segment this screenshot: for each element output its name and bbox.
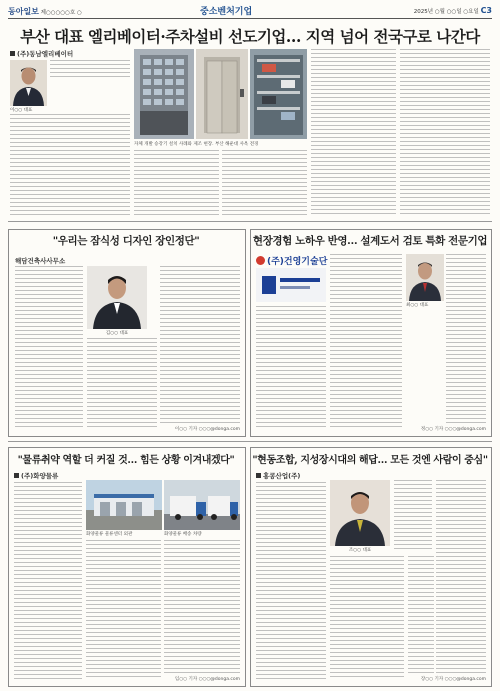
story1-photo-caption: 자체 개발 승강기 설치 사례와 제조 현장. 부산 해운대 사옥 전경 [134, 142, 259, 147]
story2-portrait [87, 266, 147, 329]
story4-col3 [164, 540, 240, 674]
story5-portrait-caption: 조○○ 대표 [348, 548, 372, 553]
story3-col1 [256, 306, 326, 430]
story1-company-label: (주)동남엘리베이터 [17, 50, 74, 58]
page-number: C3 [480, 6, 492, 15]
story1-photo-building [134, 49, 194, 139]
story1-col2b [222, 150, 307, 215]
story5-portrait [330, 480, 390, 546]
story3-headline: 현장경험 노하우 반영… 설계도서 검토 특화 전문기업 [252, 235, 488, 247]
story1-col4 [400, 49, 490, 215]
story1-lede-col1 [50, 60, 130, 80]
story5-col1 [256, 482, 326, 680]
story1-company [10, 49, 73, 58]
bullet-square-icon [256, 473, 261, 478]
story2-portrait-caption: 김○○ 대표 [105, 331, 129, 336]
story4-photo-caption-2: 화양물류 배송 차량 [164, 532, 202, 537]
paper-name: 동아일보 [8, 6, 39, 16]
story4-photo-caption-1: 화양물류 물류센터 외관 [86, 532, 133, 537]
story5-col3a [408, 556, 434, 674]
story2-col2 [87, 338, 157, 430]
story5-col3 [436, 480, 486, 674]
story1-col1 [10, 114, 130, 215]
story1-col3 [311, 49, 396, 215]
story2-col1 [15, 266, 83, 430]
story4-photo-trucks [164, 480, 240, 530]
masthead-rule [8, 18, 492, 19]
story1-divider [8, 221, 492, 222]
issue-date: 2025년 ○월 ○○일 ○요일 [413, 9, 479, 15]
story5-company-label: 홍콩산업(주) [263, 472, 301, 480]
masthead [8, 3, 492, 17]
story5-col2 [330, 556, 404, 680]
story4-photo-center [86, 480, 162, 530]
story1-photo-parking [250, 49, 307, 139]
story4-company [14, 471, 58, 480]
story3-portrait-caption: 최○○ 대표 [406, 303, 429, 308]
story4-company-label: (주)화양물류 [21, 472, 59, 480]
story2-byline: 이○○ 기자 ○○○@donga.com [174, 427, 240, 432]
kunyoung-logo-icon [256, 256, 265, 265]
story4-headline: "물류취약 역할 더 커질 것… 힘든 상황 이겨내겠다" [17, 455, 235, 466]
bullet-square-icon [14, 473, 19, 478]
story1-portrait [10, 60, 47, 106]
story3-col3 [446, 254, 486, 424]
story5-company [256, 471, 300, 480]
story5-byline: 장○○ 기자 ○○○@donga.com [420, 677, 486, 682]
story3-col2 [330, 254, 402, 430]
story1-portrait-caption: 이○○ 대표 [10, 108, 33, 113]
story1-col2a [134, 150, 219, 215]
section-divider [8, 441, 492, 442]
story4-byline: 임○○ 기자 ○○○@donga.com [174, 677, 240, 682]
story3-byline: 정○○ 기자 ○○○@donga.com [420, 427, 486, 432]
story5-headline: "현동조합, 지성장시대의 해답… 모든 것엔 사람이 중심" [252, 455, 488, 466]
story4-col2 [86, 540, 161, 680]
story3-portrait [406, 254, 444, 301]
story1-photo-elevator [196, 49, 248, 139]
story3-logo-image [256, 268, 326, 302]
story5-col2-side [394, 480, 432, 550]
masthead-right [414, 6, 492, 15]
story4-col1 [14, 482, 82, 680]
story1-headline: 부산 대표 엘리베이터·주차설비 선도기업… 지역 넘어 전국구로 나간다 [20, 27, 480, 46]
story2-headline: "우리는 잠식성 디자인 장인정단" [52, 235, 200, 247]
story2-company: 해담건축사사무소 [15, 257, 66, 265]
story2-col3 [160, 266, 240, 424]
section-title: 중소벤처기업 [200, 7, 253, 17]
masthead-left [8, 6, 82, 17]
bullet-square-icon [10, 51, 15, 56]
issue-number: 제○○○○○호 ○ [40, 10, 82, 16]
story3-company [256, 254, 327, 267]
story3-logo-text: (주)건영기술단 [267, 257, 328, 267]
